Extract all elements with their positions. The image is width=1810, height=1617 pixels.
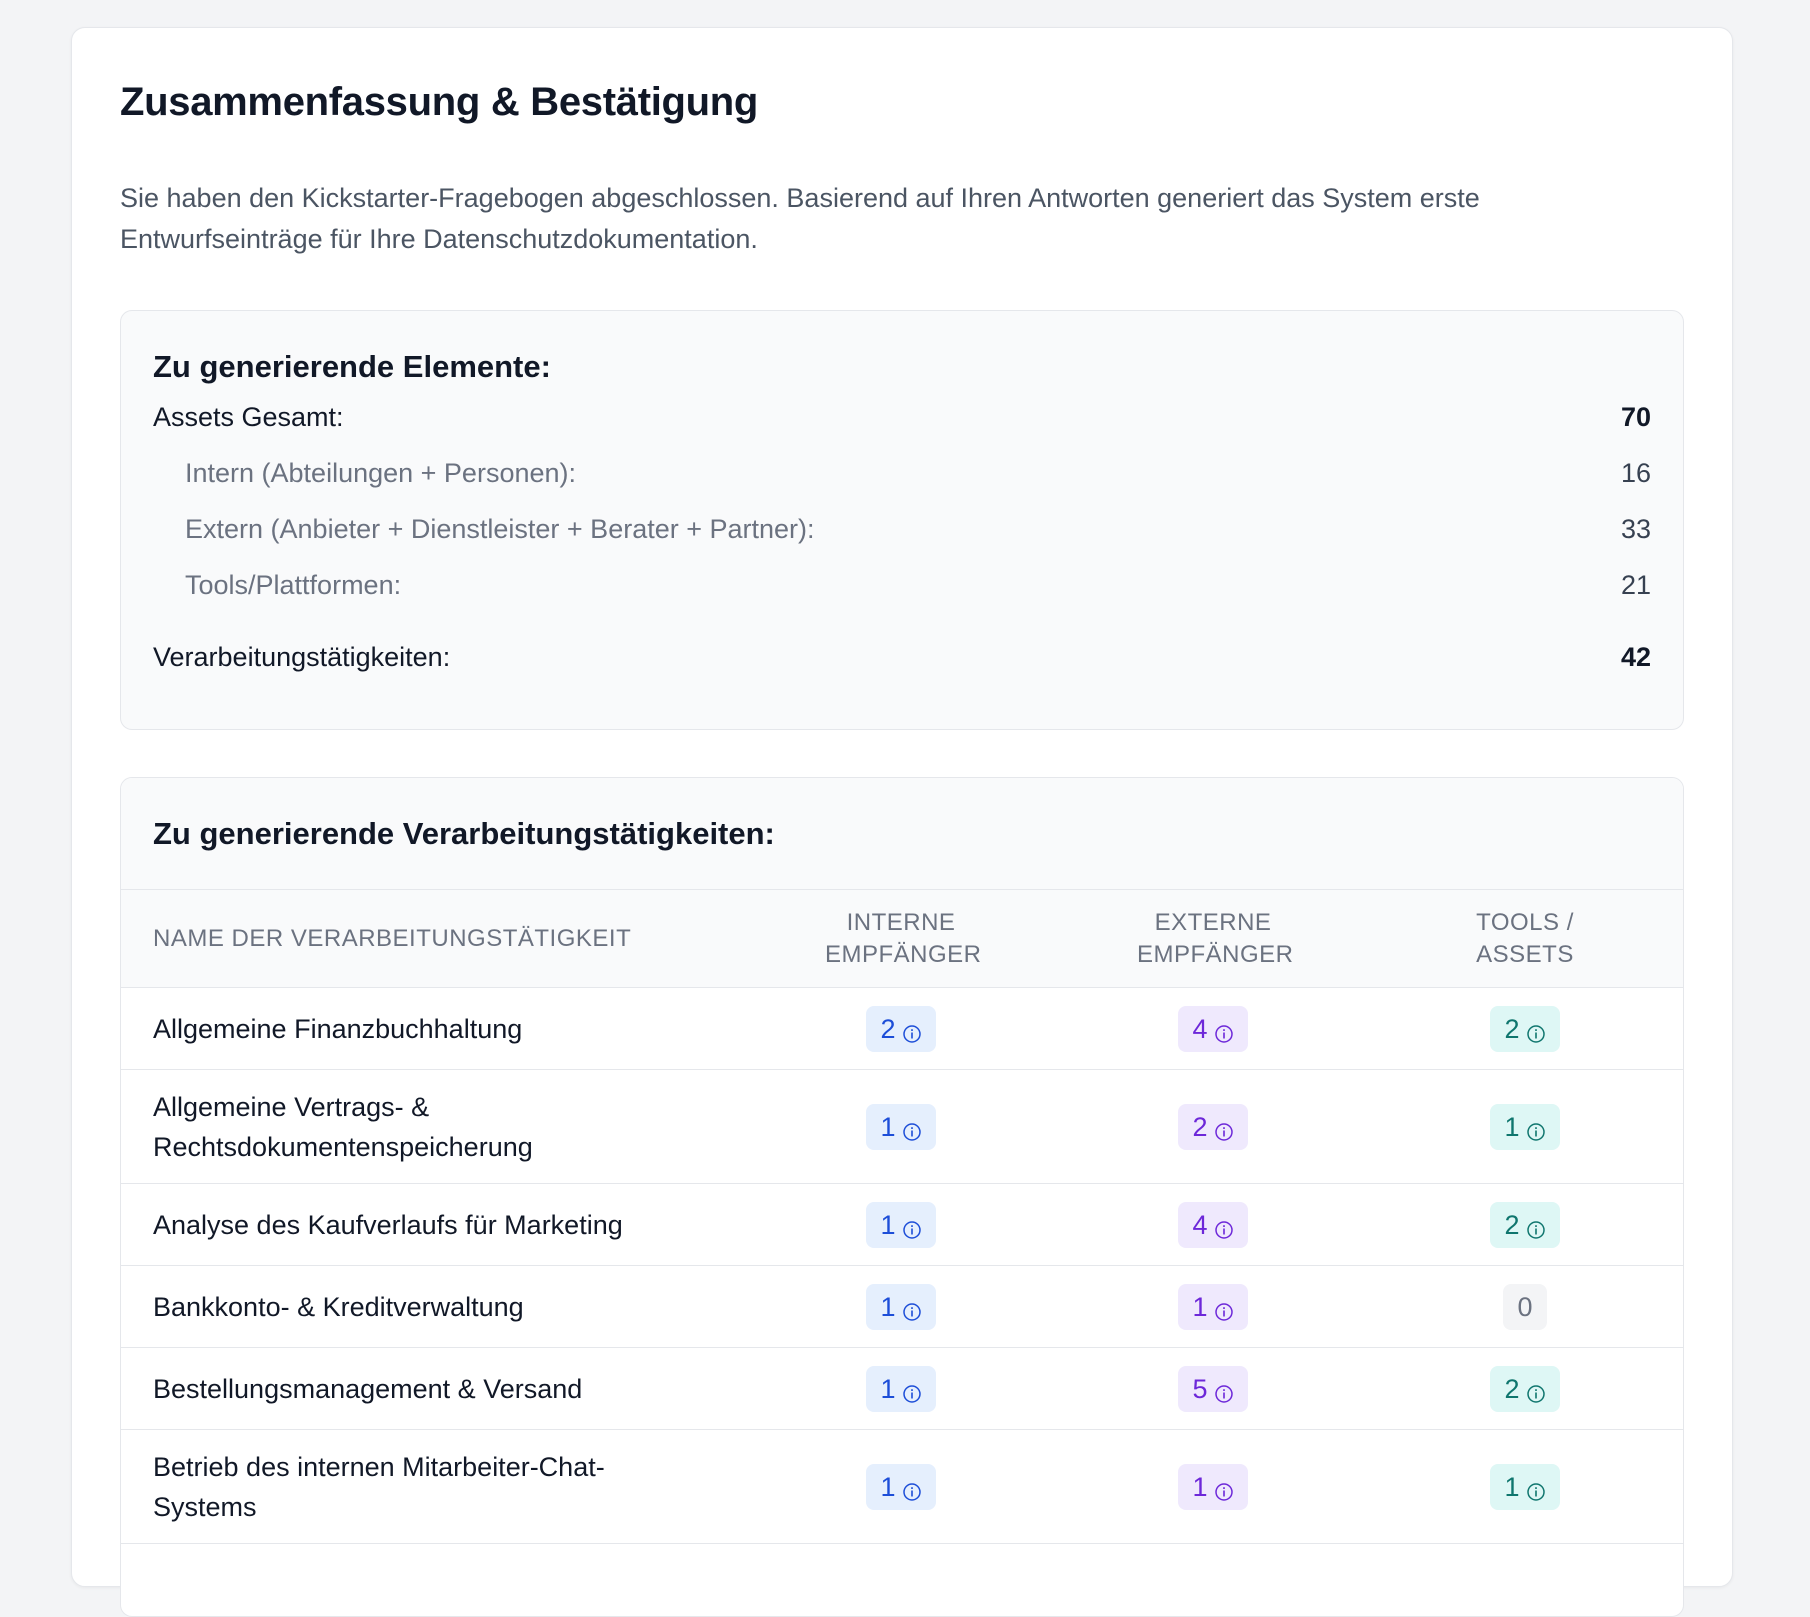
tools-count-badge[interactable] — [1490, 1202, 1559, 1248]
activities-row — [153, 635, 1651, 679]
table-row — [121, 988, 1683, 1070]
external-count: 5 — [1192, 1373, 1208, 1404]
internal-count: 1 — [880, 1373, 896, 1404]
activity-name: Bestellungsmanagement & Versand — [153, 1373, 583, 1404]
tools-assets-value: 21 — [1620, 569, 1651, 600]
info-circle-icon — [1214, 1379, 1234, 1399]
column-header-tools: TOOLS / ASSETS — [1476, 908, 1574, 968]
column-header-external: EXTERNE EMPFÄNGER — [1137, 908, 1294, 968]
activity-name: Allgemeine Finanzbuchhaltung — [153, 1013, 523, 1044]
table-row — [121, 1070, 1683, 1184]
info-circle-icon — [1526, 1117, 1546, 1137]
activities-label: Verarbeitungstätigkeiten: — [153, 641, 451, 672]
info-circle-icon — [902, 1477, 922, 1497]
tools-count-badge[interactable] — [1490, 1366, 1559, 1412]
internal-assets-row — [153, 451, 1651, 495]
activity-name: Bankkonto- & Kreditverwaltung — [153, 1291, 524, 1322]
internal-count-badge[interactable] — [866, 1104, 935, 1150]
assets-total-row — [153, 395, 1651, 439]
table-row — [121, 1430, 1683, 1544]
activities-value: 42 — [1620, 641, 1651, 672]
tools-count-badge[interactable] — [1490, 1006, 1559, 1052]
info-circle-icon — [1526, 1019, 1546, 1039]
external-count-badge[interactable] — [1178, 1366, 1247, 1412]
table-column-headers — [121, 890, 1683, 988]
internal-assets-label: Intern (Abteilungen + Personen): — [185, 457, 576, 488]
info-circle-icon — [1214, 1297, 1234, 1317]
activity-name: Betrieb des internen Mitarbeiter-Chat-Systems — [153, 1451, 605, 1522]
activities-table — [120, 777, 1684, 1617]
external-count: 4 — [1192, 1209, 1208, 1240]
info-circle-icon — [1214, 1117, 1234, 1137]
internal-count: 2 — [880, 1013, 896, 1044]
column-header-name: NAME DER VERARBEITUNGSTÄTIGKEIT — [153, 924, 632, 952]
tools-count: 1 — [1504, 1111, 1520, 1142]
page-title: Zusammenfassung & Bestätigung — [120, 80, 759, 124]
intro-text: Sie haben den Kickstarter-Fragebogen abgeschlossen. Basierend auf Ihren Antworten generiert das System erste Entwurfseinträge für Ihre Datenschutzdokumentation. — [120, 183, 1480, 254]
info-circle-icon — [1214, 1019, 1234, 1039]
assets-total-label: Assets Gesamt: — [153, 401, 344, 432]
tools-count: 1 — [1504, 1471, 1520, 1502]
activities-table-header — [121, 778, 1683, 890]
tools-count: 2 — [1504, 1209, 1520, 1240]
external-count: 1 — [1192, 1471, 1208, 1502]
internal-assets-value: 16 — [1620, 457, 1651, 488]
tools-count-badge[interactable] — [1490, 1464, 1559, 1510]
external-assets-label: Extern (Anbieter + Dienstleister + Berater + Partner): — [185, 513, 815, 544]
internal-count-badge[interactable] — [866, 1284, 935, 1330]
info-circle-icon — [1214, 1215, 1234, 1235]
table-row — [121, 1348, 1683, 1430]
internal-count-badge[interactable] — [866, 1464, 935, 1510]
info-circle-icon — [1526, 1215, 1546, 1235]
external-count-badge[interactable] — [1178, 1104, 1247, 1150]
tools-count: 2 — [1504, 1373, 1520, 1404]
tools-assets-label: Tools/Plattformen: — [185, 569, 402, 600]
external-count: 4 — [1192, 1013, 1208, 1044]
column-header-internal: INTERNE EMPFÄNGER — [825, 908, 982, 968]
info-circle-icon — [1526, 1379, 1546, 1399]
internal-count-badge[interactable] — [866, 1006, 935, 1052]
info-circle-icon — [1214, 1477, 1234, 1497]
internal-count-badge[interactable] — [866, 1202, 935, 1248]
info-circle-icon — [902, 1117, 922, 1137]
tools-count-badge[interactable] — [1503, 1284, 1546, 1330]
external-count: 1 — [1192, 1291, 1208, 1322]
info-circle-icon — [1526, 1477, 1546, 1497]
internal-count: 1 — [880, 1471, 896, 1502]
external-count-badge[interactable] — [1178, 1006, 1247, 1052]
info-circle-icon — [902, 1297, 922, 1317]
assets-total-value: 70 — [1620, 401, 1651, 432]
summary-card — [71, 27, 1733, 1587]
elements-summary-title: Zu generierende Elemente: — [153, 349, 551, 384]
tools-count: 0 — [1517, 1291, 1533, 1322]
table-body — [121, 988, 1683, 1544]
tools-count-badge[interactable] — [1490, 1104, 1559, 1150]
internal-count: 1 — [880, 1291, 896, 1322]
info-circle-icon — [902, 1379, 922, 1399]
activity-name: Allgemeine Vertrags- & Rechtsdokumentenspeicherung — [153, 1091, 533, 1162]
external-assets-value: 33 — [1620, 513, 1651, 544]
internal-count: 1 — [880, 1209, 896, 1240]
external-count: 2 — [1192, 1111, 1208, 1142]
external-count-badge[interactable] — [1178, 1284, 1247, 1330]
elements-summary-box — [120, 310, 1684, 730]
external-assets-row — [153, 507, 1651, 551]
info-circle-icon — [902, 1215, 922, 1235]
tools-assets-row — [153, 563, 1651, 607]
activities-table-title: Zu generierende Verarbeitungstätigkeiten: — [153, 816, 775, 851]
external-count-badge[interactable] — [1178, 1202, 1247, 1248]
tools-count: 2 — [1504, 1013, 1520, 1044]
table-row — [121, 1184, 1683, 1266]
external-count-badge[interactable] — [1178, 1464, 1247, 1510]
activity-name: Analyse des Kaufverlaufs für Marketing — [153, 1209, 623, 1240]
internal-count: 1 — [880, 1111, 896, 1142]
internal-count-badge[interactable] — [866, 1366, 935, 1412]
table-row — [121, 1266, 1683, 1348]
info-circle-icon — [902, 1019, 922, 1039]
